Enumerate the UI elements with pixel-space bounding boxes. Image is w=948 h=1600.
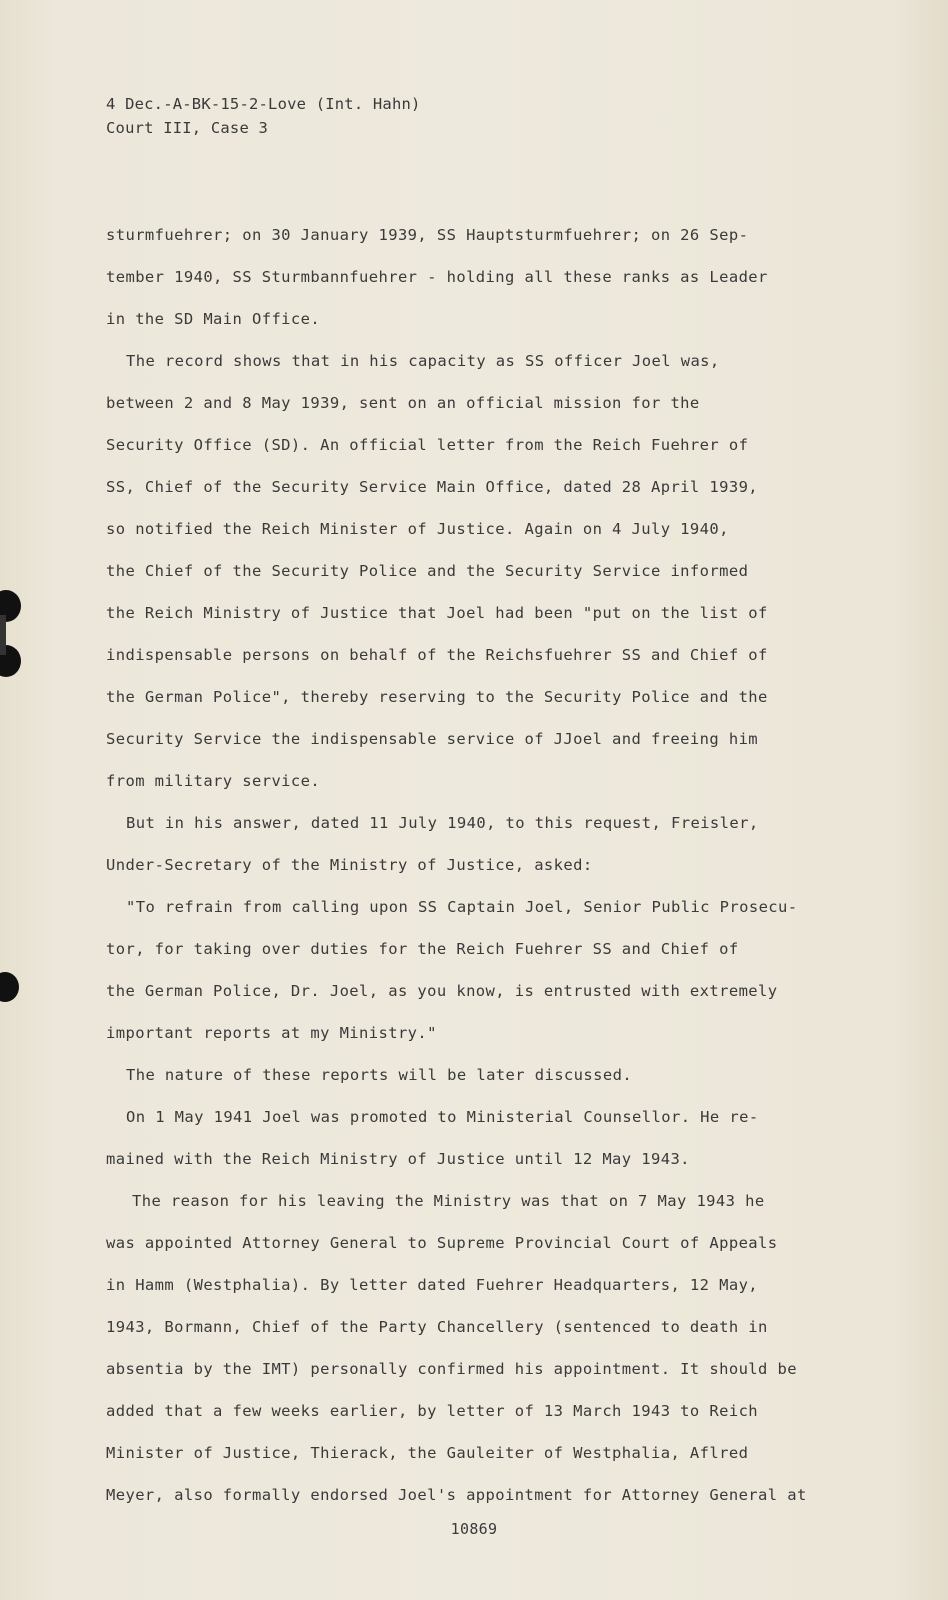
body-text-line: On 1 May 1941 Joel was promoted to Ministerial Counsellor. He re- [126, 1108, 759, 1126]
body-text-line: from military service. [106, 772, 321, 790]
body-text-line: Under-Secretary of the Ministry of Justice, asked: [106, 856, 593, 874]
body-text-line: the Reich Ministry of Justice that Joel had been "put on the list of [106, 604, 768, 622]
body-text-line: "To refrain from calling upon SS Captain Joel, Senior Public Prosecu- [126, 898, 798, 916]
document-body [106, 214, 846, 1516]
body-text-line: in Hamm (Westphalia). By letter dated Fuehrer Headquarters, 12 May, [106, 1276, 759, 1294]
header-reference-line: 4 Dec.-A-BK-15-2-Love (Int. Hahn) [106, 95, 421, 113]
binder-hole-lower [0, 972, 19, 1002]
header-court-line: Court III, Case 3 [106, 119, 269, 137]
binder-edge-mark [0, 615, 6, 655]
body-text-line: was appointed Attorney General to Supreme Provincial Court of Appeals [106, 1234, 778, 1252]
body-text-line: But in his answer, dated 11 July 1940, to this request, Freisler, [126, 814, 759, 832]
body-text-line: added that a few weeks earlier, by letter of 13 March 1943 to Reich [106, 1402, 759, 1420]
body-text-line: the Chief of the Security Police and the Security Service informed [106, 562, 749, 580]
body-text-line: The reason for his leaving the Ministry was that on 7 May 1943 he [132, 1192, 765, 1210]
body-text-line: important reports at my Ministry." [106, 1024, 437, 1042]
body-text-line: absentia by the IMT) personally confirmed his appointment. It should be [106, 1360, 797, 1378]
body-text-line: sturmfuehrer; on 30 January 1939, SS Hauptsturmfuehrer; on 26 Sep- [106, 226, 749, 244]
body-text-line: in the SD Main Office. [106, 310, 321, 328]
body-text-line: indispensable persons on behalf of the Reichsfuehrer SS and Chief of [106, 646, 768, 664]
body-text-line: 1943, Bormann, Chief of the Party Chancellery (sentenced to death in [106, 1318, 768, 1336]
page-number: 10869 [450, 1520, 498, 1538]
body-text-line: Minister of Justice, Thierack, the Gauleiter of Westphalia, Aflred [106, 1444, 749, 1462]
body-text-line: Security Office (SD). An official letter from the Reich Fuehrer of [106, 436, 749, 454]
body-text-line: the German Police", thereby reserving to the Security Police and the [106, 688, 768, 706]
body-text-line: tor, for taking over duties for the Reich Fuehrer SS and Chief of [106, 940, 739, 958]
body-text-line: SS, Chief of the Security Service Main Office, dated 28 April 1939, [106, 478, 759, 496]
body-text-line: Security Service the indispensable service of JJoel and freeing him [106, 730, 759, 748]
body-text-line: tember 1940, SS Sturmbannfuehrer - holding all these ranks as Leader [106, 268, 768, 286]
body-text-line: so notified the Reich Minister of Justice. Again on 4 July 1940, [106, 520, 729, 538]
document-header [106, 92, 421, 140]
body-text-line: mained with the Reich Ministry of Justice until 12 May 1943. [106, 1150, 690, 1168]
body-text-line: Meyer, also formally endorsed Joel's appointment for Attorney General at [106, 1486, 807, 1504]
body-text-line: between 2 and 8 May 1939, sent on an official mission for the [106, 394, 700, 412]
body-text-line: The nature of these reports will be later discussed. [126, 1066, 633, 1084]
body-text-line: the German Police, Dr. Joel, as you know, is entrusted with extremely [106, 982, 778, 1000]
body-text-line: The record shows that in his capacity as SS officer Joel was, [126, 352, 720, 370]
